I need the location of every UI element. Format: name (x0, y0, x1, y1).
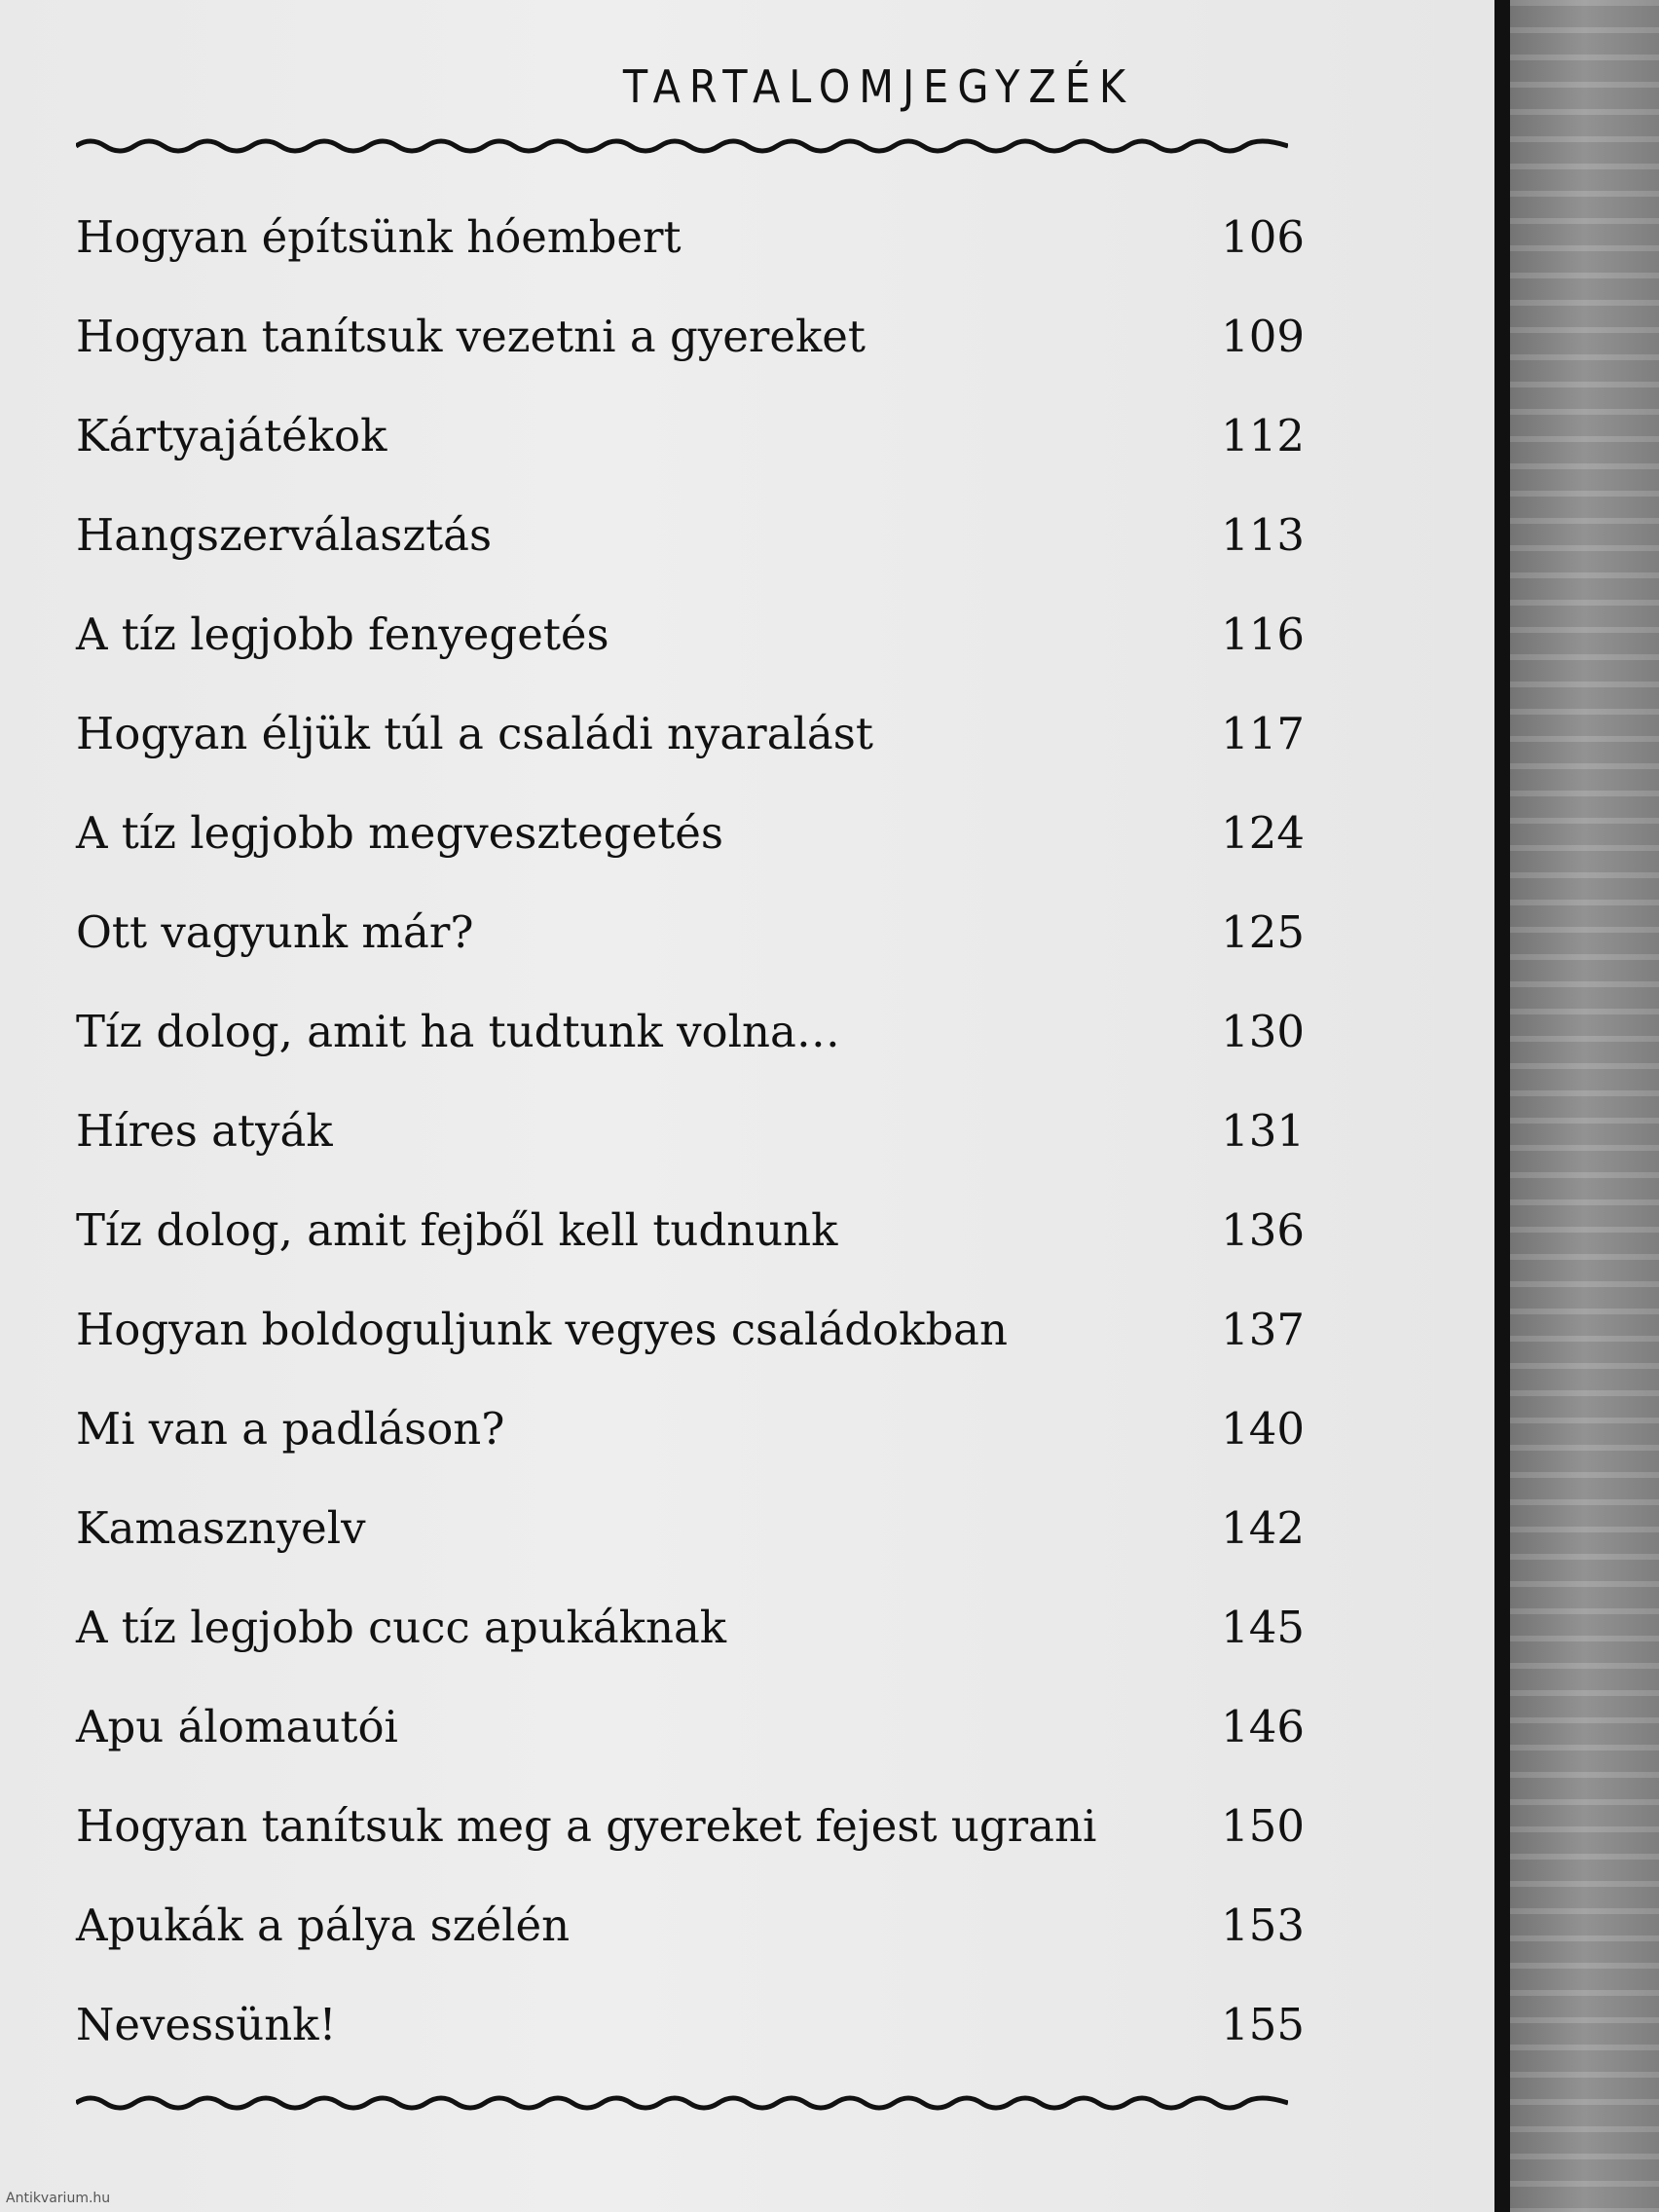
toc-entry-page: 142 (1221, 1501, 1305, 1554)
toc-entry-page: 150 (1221, 1799, 1305, 1852)
wood-background (1510, 0, 1659, 2212)
table-of-contents (76, 187, 1305, 2074)
toc-entry-title: Nevessünk! (76, 1998, 337, 2050)
toc-entry-page: 125 (1221, 905, 1305, 958)
toc-entry[interactable] (76, 882, 1305, 981)
toc-entry-title: Mi van a padláson? (76, 1402, 505, 1455)
toc-entry-title: Hogyan tanítsuk vezetni a gyereket (76, 310, 866, 362)
toc-entry-title: Apukák a pálya szélén (76, 1899, 571, 1951)
toc-entry-page: 145 (1221, 1601, 1305, 1653)
toc-entry[interactable] (76, 485, 1305, 584)
toc-entry[interactable] (76, 1776, 1305, 1875)
toc-entry[interactable] (76, 1379, 1305, 1478)
toc-entry[interactable] (76, 286, 1305, 386)
toc-entry-title: Apu álomautói (76, 1700, 398, 1752)
toc-entry-page: 137 (1221, 1303, 1305, 1355)
toc-entry[interactable] (76, 981, 1305, 1081)
toc-entry-title: Hogyan építsünk hóembert (76, 210, 682, 263)
toc-entry-page: 140 (1221, 1402, 1305, 1455)
toc-entry[interactable] (76, 584, 1305, 683)
toc-entry[interactable] (76, 683, 1305, 783)
toc-entry-page: 130 (1221, 1005, 1305, 1057)
toc-entry-page: 136 (1221, 1203, 1305, 1256)
book-spine-edge (1494, 0, 1510, 2212)
toc-entry-page: 113 (1221, 508, 1305, 561)
toc-entry-page: 106 (1221, 210, 1305, 263)
watermark-text: Antikvarium.hu (6, 2191, 111, 2206)
toc-entry-title: Hangszerválasztás (76, 508, 493, 561)
toc-entry-page: 131 (1221, 1104, 1305, 1157)
toc-entry-title: Kamasznyelv (76, 1501, 366, 1554)
toc-entry-page: 155 (1221, 1998, 1305, 2050)
toc-entry[interactable] (76, 1180, 1305, 1279)
toc-entry-title: Kártyajátékok (76, 409, 387, 461)
toc-entry-page: 112 (1221, 409, 1305, 461)
top-wavy-divider (76, 134, 1288, 158)
toc-entry[interactable] (76, 1974, 1305, 2074)
toc-entry-page: 146 (1221, 1700, 1305, 1752)
toc-entry-title: A tíz legjobb megvesztegetés (76, 806, 724, 859)
toc-entry[interactable] (76, 1875, 1305, 1974)
page-title: TARTALOMJEGYZÉK (622, 60, 1134, 113)
toc-entry-title: Hogyan éljük túl a családi nyaralást (76, 707, 873, 759)
toc-entry[interactable] (76, 386, 1305, 485)
toc-entry-page: 116 (1221, 608, 1305, 660)
toc-entry[interactable] (76, 1081, 1305, 1180)
toc-entry-title: A tíz legjobb cucc apukáknak (76, 1601, 727, 1653)
toc-entry[interactable] (76, 1577, 1305, 1677)
toc-entry[interactable] (76, 783, 1305, 882)
toc-entry-title: A tíz legjobb fenyegetés (76, 608, 609, 660)
toc-entry-title: Ott vagyunk már? (76, 905, 474, 958)
toc-entry-page: 109 (1221, 310, 1305, 362)
toc-entry-title: Híres atyák (76, 1104, 333, 1157)
toc-entry[interactable] (76, 1677, 1305, 1776)
toc-entry[interactable] (76, 1279, 1305, 1379)
toc-entry-page: 117 (1221, 707, 1305, 759)
toc-entry[interactable] (76, 187, 1305, 286)
toc-entry-title: Hogyan tanítsuk meg a gyereket fejest ugrani (76, 1799, 1097, 1852)
toc-entry[interactable] (76, 1478, 1305, 1577)
toc-entry-title: Tíz dolog, amit ha tudtunk volna… (76, 1005, 840, 1057)
toc-entry-page: 153 (1221, 1899, 1305, 1951)
toc-entry-title: Tíz dolog, amit fejből kell tudnunk (76, 1203, 838, 1256)
bottom-wavy-divider (76, 2091, 1288, 2115)
toc-entry-page: 124 (1221, 806, 1305, 859)
toc-entry-title: Hogyan boldoguljunk vegyes családokban (76, 1303, 1008, 1355)
